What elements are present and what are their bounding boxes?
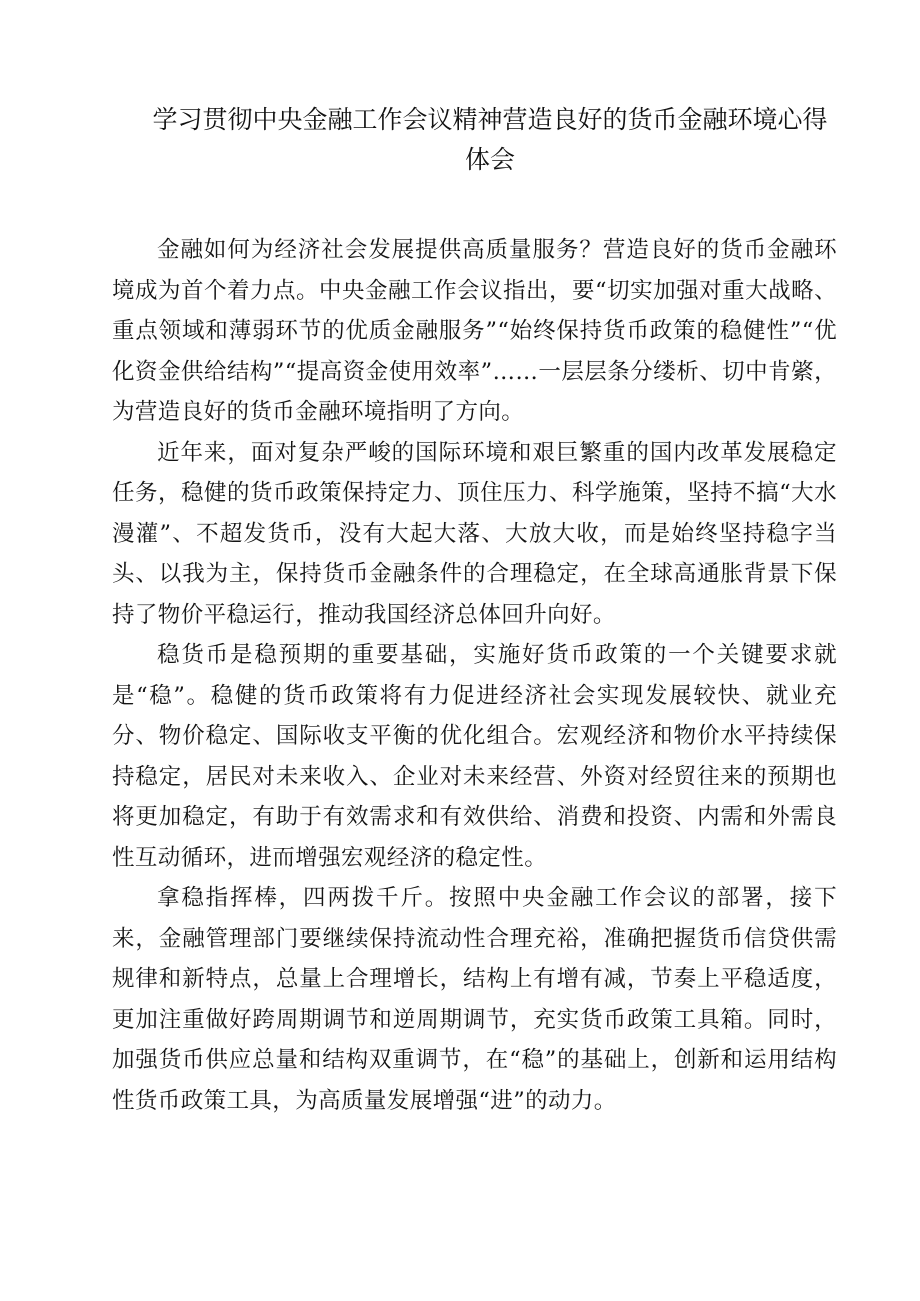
paragraph: 稳货币是稳预期的重要基础，实施好货币政策的一个关键要求就是“稳”。稳健的货币政策将有力促进经济社会实现发展较快、就业充分、物价稳定、国际收支平衡的优化组合。宏观经济和物价水平持续保持稳定，居民对未来收入、企业对未来经营、外资对经贸往来的预期也将更加稳定，有助于有效需求和有效供给、消费和投资、内需和外需良性互动循环，进而增强宏观经济的稳定性。 <box>112 642 837 871</box>
paragraph: 近年来，面对复杂严峻的国际环境和艰巨繁重的国内改革发展稳定任务，稳健的货币政策保持定力、顶住压力、科学施策，坚持不搞“大水漫灌”、不超发货币，没有大起大落、大放大收，而是始终坚持稳字当头、以我为主，保持货币金融条件的合理稳定，在全球高通胀背景下保持了物价平稳运行，推动我国经济总体回升向好。 <box>112 439 837 628</box>
paragraph: 金融如何为经济社会发展提供高质量服务？营造良好的货币金融环境成为首个着力点。中央金融工作会议指出，要“切实加强对重大战略、重点领域和薄弱环节的优质金融服务”“始终保持货币政策的稳健性”“优化资金供给结构”“提高资金使用效率”……一层层条分缕析、切中肯綮，为营造良好的货币金融环境指明了方向。 <box>112 237 837 425</box>
paragraph: 拿稳指挥棒，四两拨千斤。按照中央金融工作会议的部署，接下来，金融管理部门要继续保持流动性合理充裕，准确把握货币信贷供需规律和新特点，总量上合理增长，结构上有增有减，节奏上平稳适度，更加注重做好跨周期调节和逆周期调节，充实货币政策工具箱。同时，加强货币供应总量和结构双重调节，在“稳”的基础上，创新和运用结构性货币政策工具，为高质量发展增强“进”的动力。 <box>112 885 837 1114</box>
document-body <box>112 230 837 1121</box>
document-title: 学习贯彻中央金融工作会议精神营造良好的货币金融环境心得体会 <box>152 105 828 174</box>
